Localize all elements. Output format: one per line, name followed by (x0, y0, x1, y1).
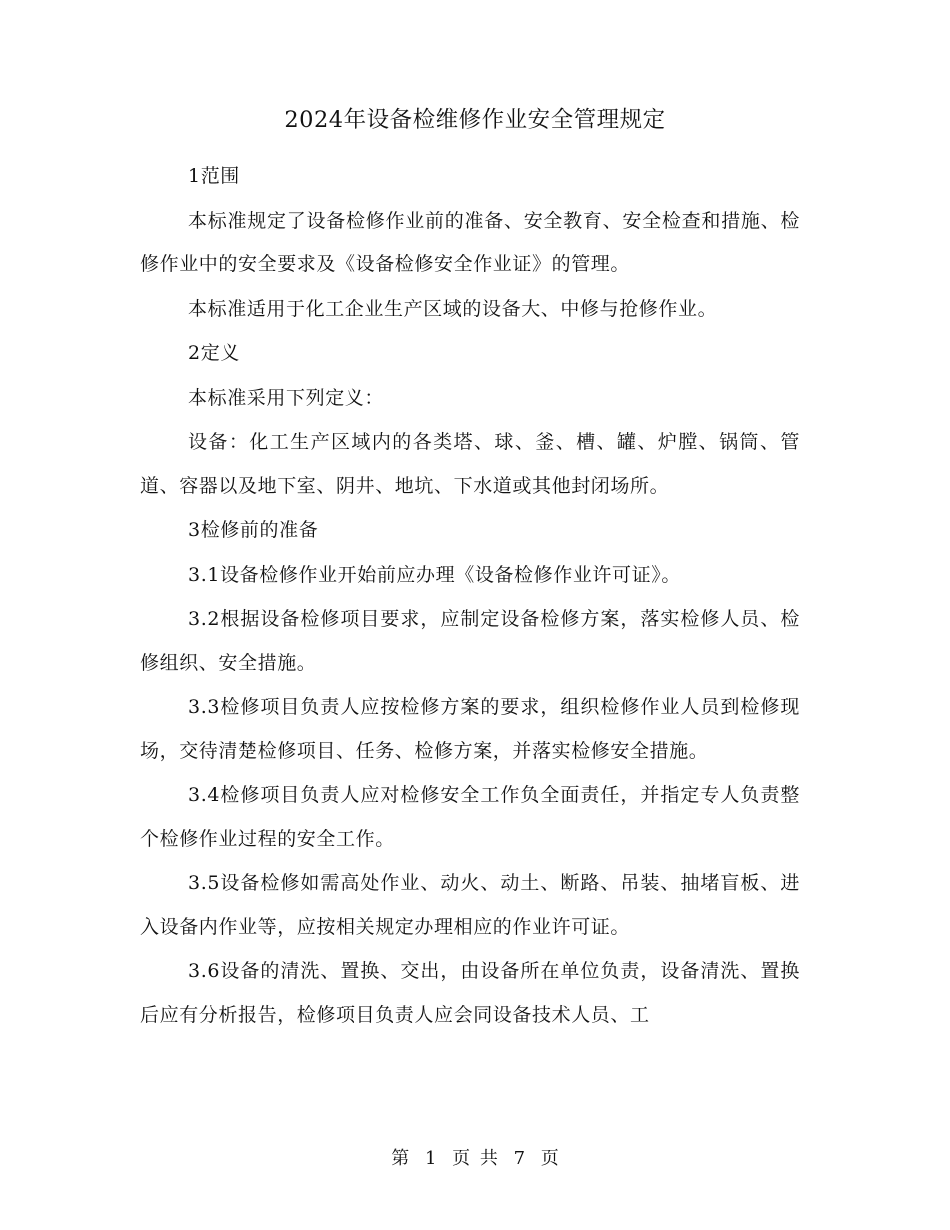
paragraph: 3.1设备检修作业开始前应办理《设备检修作业许可证》。 (188, 563, 681, 586)
footer-middle: 页 共 (452, 1148, 498, 1169)
section-heading-definition: 2定义 (188, 342, 240, 364)
paragraph: 3.6设备的清洗、置换、交出，由设备所在单位负责，设备清洗、置换后应有分析报告，检修项目负责人应会同设备技术人员、工 (140, 960, 800, 1026)
page-footer (0, 1146, 950, 1172)
paragraph: 本标准规定了设备检修作业前的准备、安全教育、安全检查和措施、检修作业中的安全要求及《设备检修安全作业证》的管理。 (140, 209, 800, 275)
footer-prefix: 第 (391, 1148, 410, 1169)
document-title: 2024年设备检维修作业安全管理规定 (284, 107, 666, 133)
current-page-number: 1 (424, 1148, 437, 1169)
document-body (140, 155, 800, 1038)
footer-suffix: 页 (540, 1148, 559, 1169)
paragraph: 3.3检修项目负责人应按检修方案的要求，组织检修作业人员到检修现场，交待清楚检修项目、任务、检修方案，并落实检修安全措施。 (140, 696, 800, 762)
paragraph: 设备：化工生产区域内的各类塔、球、釜、槽、罐、炉膛、锅筒、管道、容器以及地下室、阴井、地坑、下水道或其他封闭场所。 (140, 431, 800, 497)
section-heading-scope: 1范围 (188, 165, 240, 187)
paragraph: 3.5设备检修如需高处作业、动火、动土、断路、吊装、抽堵盲板、进入设备内作业等，应按相关规定办理相应的作业许可证。 (140, 872, 800, 938)
paragraph: 本标准适用于化工企业生产区域的设备大、中修与抢修作业。 (188, 297, 718, 320)
paragraph: 本标准采用下列定义： (188, 386, 385, 409)
paragraph: 3.4检修项目负责人应对检修安全工作负全面责任，并指定专人负责整个检修作业过程的安全工作。 (140, 784, 800, 850)
section-heading-preparation: 3检修前的准备 (188, 519, 319, 541)
paragraph: 3.2根据设备检修项目要求，应制定设备检修方案，落实检修人员、检修组织、安全措施。 (140, 608, 800, 674)
total-page-count: 7 (513, 1148, 526, 1169)
